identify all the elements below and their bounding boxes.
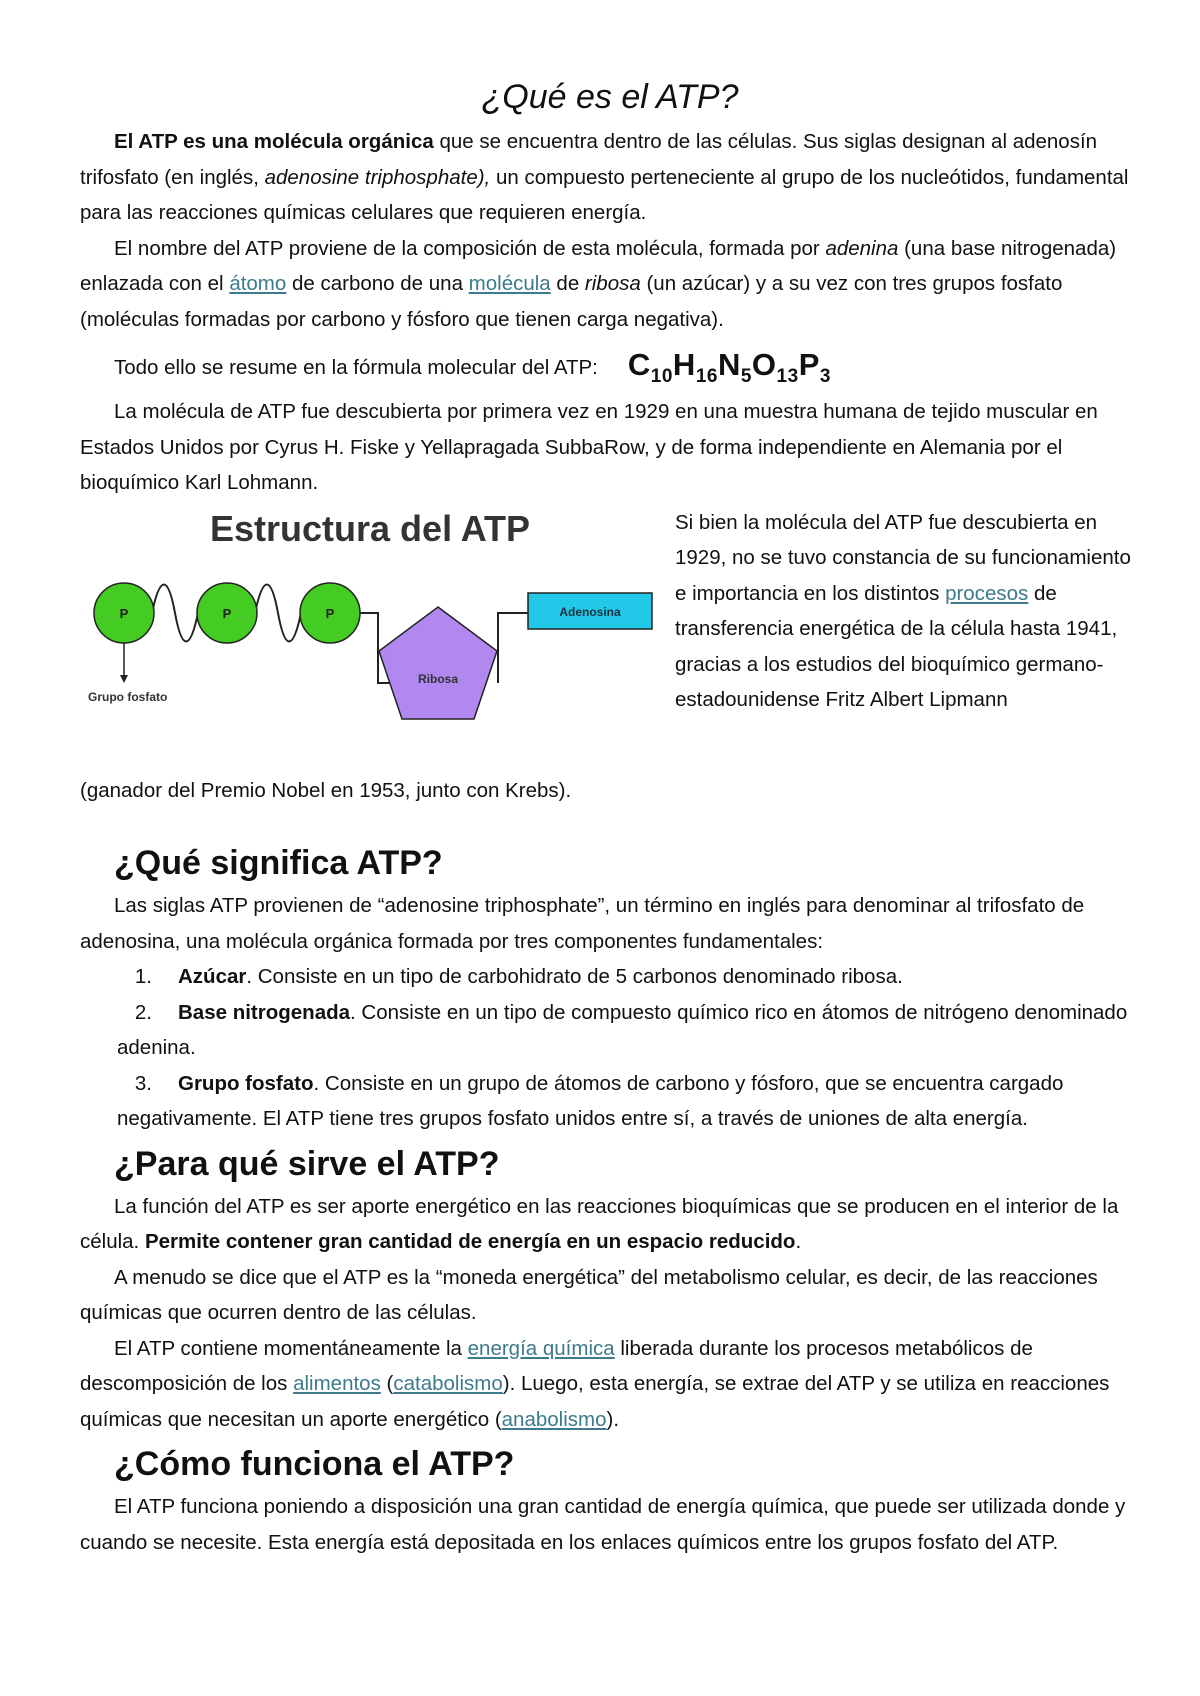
phosphate-bond-2 [255,584,301,641]
components-list [80,959,1140,1137]
phosphate-label-3: P [325,605,335,621]
text-run: El nombre del ATP proviene de la composición de esta molécula, formada por [114,236,826,260]
ribose-pentagon [379,607,497,719]
figure-title: Estructura del ATP [210,507,531,549]
text-run: (una base nitrogenada) enlazada con el [80,236,1117,295]
formula-c: C [627,347,651,382]
text-run: ). [606,1407,620,1431]
phosphate-label-2: P [222,605,232,621]
atp-structure-diagram [80,505,660,773]
link-alimentos[interactable]: alimentos [293,1372,381,1395]
list-number: 3. [134,1071,152,1095]
formula-h-count: 16 [695,366,718,387]
phosphate-label-1: P [119,605,129,621]
formula-row [80,347,1140,388]
side-paragraph-container [675,505,1145,718]
text-run: El ATP contiene momentáneamente la [114,1336,468,1360]
text-run: Si bien la molécula del ATP fue descubierta en 1929, no se tuvo constancia de su funcionamiento e importancia en los distintos [675,510,1131,605]
intro-paragraph-2 [80,231,1140,338]
text-run: liberada durante los procesos metabólicos de descomposición de los [80,1336,1033,1395]
text-run: de transferencia energética de la célula hasta 1941, gracias a los estudios del bioquímico germano-estadounidense Fritz Albert Lipmann [675,581,1118,711]
list-item-term: Azúcar [178,965,247,988]
term-adenina: adenina [825,236,899,260]
list-item [80,995,1140,1066]
list-item [80,1066,1140,1137]
side-paragraph [675,505,1145,718]
group-pointer-arrow [120,675,128,683]
text-run: ( [380,1372,394,1395]
section-heading-meaning: ¿Qué significa ATP? [114,844,443,882]
text-run: de [550,272,585,295]
list-number: 2. [134,1000,152,1024]
formula-c-count: 10 [650,366,673,387]
ribose-adenine-bond [498,613,528,683]
list-item [80,959,1140,995]
english-term: adenosine triphosphate), [264,165,491,189]
adenine-label: Adenosina [559,604,621,619]
use-paragraph-3 [80,1331,1140,1438]
formula-n-count: 5 [740,366,752,387]
text-run: que se encuentra dentro de las células. Sus siglas designan al adenosín trifosfato (en inglés, [80,130,1098,189]
formula-p: P [798,347,820,382]
section-heading-how: ¿Cómo funciona el ATP? [114,1445,515,1483]
ribose-label: Ribosa [417,671,459,686]
after-figure-paragraph: (ganador del Premio Nobel en 1953, junto con Krebs). [80,778,572,802]
link-catabolismo[interactable]: catabolismo [393,1372,503,1395]
use-paragraph-1 [80,1189,1140,1260]
link-procesos[interactable]: procesos [945,581,1029,605]
list-item-text: . Consiste en un grupo de átomos de carbono y fósforo, que se encuentra cargado negativamente. El ATP tiene tres grupos fosfato unidos entre sí, a través de uniones de alta energía. [117,1071,1064,1130]
meaning-intro-paragraph: Las siglas ATP provienen de “adenosine triphosphate”, un término en inglés para denominar al trifosfato de adenosina, una molécula orgánica formada por tres componentes fundamentales: [80,894,1085,953]
list-number: 1. [134,965,152,988]
document-body [80,72,1140,1560]
formula-label: Todo ello se resume en la fórmula molecular del ATP: [114,355,598,379]
list-item-text: . Consiste en un tipo de compuesto químico rico en átomos de nitrógeno denominado adenina. [117,1000,1128,1059]
text-run: (un azúcar) y a su vez con tres grupos fosfato (moléculas formadas por carbono y fósforo que tienen carga negativa). [80,272,1063,331]
link-energia-quimica[interactable]: energía química [467,1336,615,1360]
page-title: ¿Qué es el ATP? [481,78,739,116]
use-paragraph-2: A menudo se dice que el ATP es la “moneda energética” del metabolismo celular, es decir, de las reacciones químicas que ocurren dentro de las células. [80,1265,1098,1324]
list-item-text: . Consiste en un tipo de carbohidrato de 5 carbonos denominado ribosa. [246,965,903,988]
use-bold-statement: Permite contener gran cantidad de energía en un espacio reducido [144,1230,796,1253]
formula-n: N [717,347,741,382]
intro-bold-lead: El ATP es una molécula orgánica [114,130,434,153]
formula-h: H [672,347,696,382]
atp-formula [628,347,831,388]
link-atomo[interactable]: átomo [229,272,287,295]
group-label: Grupo fosfato [88,689,168,704]
text-run: de carbono de una [286,272,469,295]
list-item-term: Grupo fosfato [178,1071,314,1095]
link-molecula[interactable]: molécula [468,272,551,295]
list-item-term: Base nitrogenada [178,1000,351,1024]
phosphate-bond-1 [152,584,198,641]
text-run: . [795,1230,802,1253]
discovery-paragraph: La molécula de ATP fue descubierta por primera vez en 1929 en una muestra humana de tejido muscular en Estados Unidos por Cyrus H. Fiske y Yellapragada SubbaRow, y de forma independiente en Alemania por el bioquímico Karl Lohmann. [80,400,1098,494]
formula-o-count: 13 [776,366,799,387]
figure-row [80,505,1140,773]
how-paragraph: El ATP funciona poniendo a disposición una gran cantidad de energía química, que puede ser utilizada donde y cuando se necesite. Esta energía está depositada en los enlaces químicos entre los grupos fosfato del ATP. [80,1495,1126,1554]
intro-paragraph-1 [80,124,1140,231]
text-run: La función del ATP es ser aporte energético en las reacciones bioquímicas que se producen en el interior de la célula. [80,1194,1119,1253]
link-anabolismo[interactable]: anabolismo [501,1407,607,1431]
section-heading-use: ¿Para qué sirve el ATP? [114,1144,500,1183]
formula-o: O [751,347,777,382]
term-ribosa: ribosa [584,272,641,295]
formula-p-count: 3 [819,366,831,387]
text-run: un compuesto perteneciente al grupo de los nucleótidos, fundamental para las reacciones químicas celulares que requieren energía. [80,165,1129,224]
text-run: ). Luego, esta energía, se extrae del ATP y se utiliza en reacciones químicas que necesitan un aporte energético ( [80,1372,1110,1431]
